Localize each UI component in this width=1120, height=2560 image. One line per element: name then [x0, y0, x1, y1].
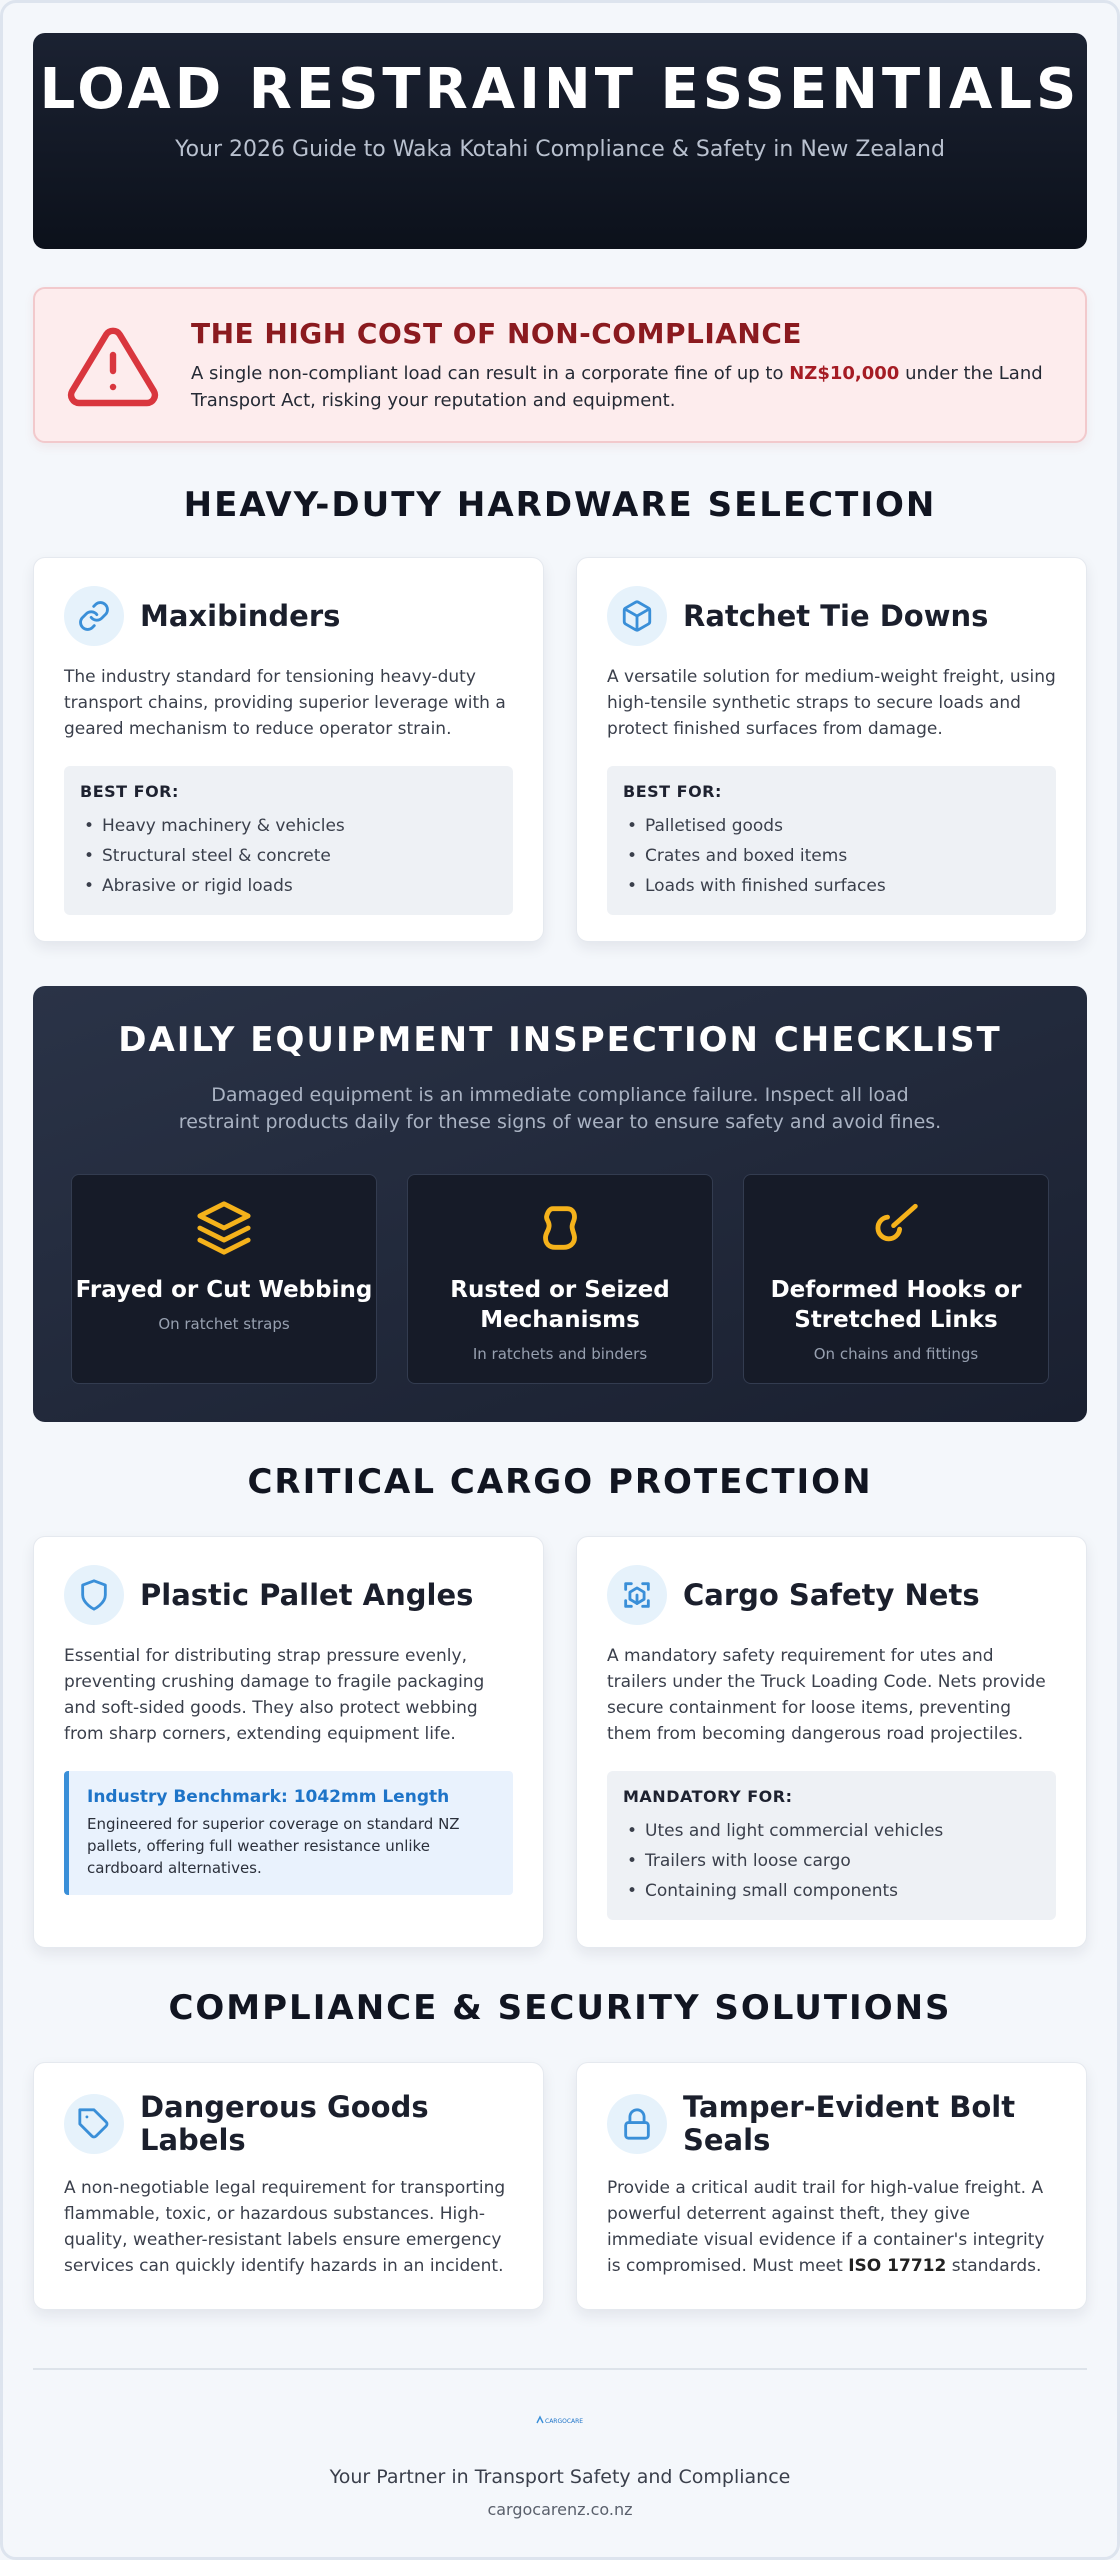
list-item: • Loads with finished surfaces [623, 871, 1040, 901]
card-title: Tamper-Evident Bolt Seals [683, 2090, 1016, 2157]
page-subtitle: Your 2026 Guide to Waka Kotahi Compliance & Safety in New Zealand [175, 137, 945, 162]
card-description: Essential for distributing strap pressure evenly, preventing crushing damage to fragile packaging and soft-sided goods. They also protect webbing from sharp corners, extending equipment life. [64, 1646, 485, 1744]
card-title: Plastic Pallet Angles [140, 1577, 474, 1612]
card-description: A non-negotiable legal requirement for transporting flammable, toxic, or hazardous substances. High-quality, weather-resistant labels ensure emergency services can quickly identify hazards in an incident. [64, 2178, 506, 2276]
link-icon [64, 586, 124, 646]
hardware-section-title: HEAVY-DUTY HARDWARE SELECTION [183, 485, 937, 525]
card-title: Cargo Safety Nets [683, 1577, 980, 1612]
layers-icon [195, 1199, 253, 1257]
best-for-box [607, 766, 1056, 915]
dangerous-goods-card [33, 2062, 544, 2310]
card-header [64, 2091, 513, 2157]
security-section-title: COMPLIANCE & SECURITY SOLUTIONS [168, 1988, 952, 2028]
logo-text: CARGOCARE [545, 2418, 584, 2425]
hero-banner [33, 33, 1087, 249]
inspection-item-webbing [71, 1174, 377, 1384]
hook-icon [867, 1199, 925, 1257]
card-description [607, 2175, 1056, 2279]
desc-text-after: standards. [946, 2256, 1042, 2276]
list-item: • Crates and boxed items [623, 841, 1040, 871]
inspection-item-title: Frayed or Cut Webbing [75, 1277, 373, 1303]
inspection-intro: Damaged equipment is an immediate compliance failure. Inspect all load restraint products daily for these signs of wear to ensure safety and avoid fines. [178, 1084, 942, 1133]
best-for-list [623, 811, 1040, 901]
list-item: • Abrasive or rigid loads [80, 871, 497, 901]
cargo-section-title: CRITICAL CARGO PROTECTION [247, 1462, 873, 1502]
mandatory-for-list [623, 1816, 1040, 1906]
inspection-checklist-panel [33, 986, 1087, 1422]
card-header [607, 586, 1056, 646]
list-item: • Containing small components [623, 1876, 1040, 1906]
card-header [64, 1565, 513, 1625]
list-item: • Trailers with loose cargo [623, 1846, 1040, 1876]
brand-logo [33, 2412, 1087, 2428]
card-title: Maxibinders [140, 598, 341, 633]
non-compliance-alert [33, 287, 1087, 443]
mandatory-for-label: MANDATORY FOR: [623, 1787, 793, 1806]
iso-standard: ISO 17712 [848, 2256, 947, 2276]
list-item: • Palletised goods [623, 811, 1040, 841]
inspection-item-mechanisms [407, 1174, 713, 1384]
hardware-cards [33, 557, 1087, 942]
card-header [64, 586, 513, 646]
lock-icon [607, 2094, 667, 2154]
rust-icon [531, 1199, 589, 1257]
inspection-item-hooks [743, 1174, 1049, 1384]
cube-icon [607, 586, 667, 646]
alert-text [191, 360, 1055, 414]
alert-text-before: A single non-compliant load can result in a corporate fine of up to [191, 363, 790, 384]
best-for-box [64, 766, 513, 915]
list-item: • Structural steel & concrete [80, 841, 497, 871]
fine-amount: NZ$10,000 [789, 363, 900, 384]
pallet-angles-card [33, 1536, 544, 1948]
card-header [607, 1565, 1056, 1625]
bolt-seals-card [576, 2062, 1087, 2310]
cargo-cards [33, 1536, 1087, 1948]
inspection-item-title: Rusted or Seized Mechanisms [450, 1277, 670, 1333]
alert-body [191, 313, 1055, 414]
shield-icon [64, 1565, 124, 1625]
best-for-label: BEST FOR: [623, 782, 722, 801]
alert-text-after: under the Land Transport Act, risking your reputation and equipment. [191, 363, 1043, 411]
best-for-list [80, 811, 497, 901]
footer-divider [33, 2368, 1087, 2370]
card-description: The industry standard for tensioning heavy-duty transport chains, providing superior leverage with a geared mechanism to reduce operator strain. [64, 667, 506, 739]
card-description: A versatile solution for medium-weight freight, using high-tensile synthetic straps to secure loads and protect finished surfaces from damage. [607, 667, 1056, 739]
inspection-item-title: Deformed Hooks or Stretched Links [770, 1277, 1022, 1333]
list-item: • Utes and light commercial vehicles [623, 1816, 1040, 1846]
security-cards [33, 2062, 1087, 2310]
maxibinders-card [33, 557, 544, 942]
card-title: Dangerous Goods Labels [140, 2090, 429, 2157]
list-item: • Heavy machinery & vehicles [80, 811, 497, 841]
alert-title: THE HIGH COST OF NON-COMPLIANCE [191, 317, 803, 350]
inspection-title: DAILY EQUIPMENT INSPECTION CHECKLIST [118, 1020, 1002, 1060]
inspection-item-sub: On chains and fittings [813, 1345, 979, 1363]
footer-tagline: Your Partner in Transport Safety and Compliance [329, 2466, 791, 2488]
net-icon [607, 1565, 667, 1625]
inspection-items [71, 1174, 1049, 1384]
page-title: LOAD RESTRAINT ESSENTIALS [39, 57, 1081, 122]
cargo-nets-card [576, 1536, 1087, 1948]
benchmark-callout [64, 1771, 513, 1895]
logo-mark-icon [535, 2414, 585, 2426]
tag-icon [64, 2094, 124, 2154]
mandatory-for-box [607, 1771, 1056, 1920]
best-for-label: BEST FOR: [80, 782, 179, 801]
card-title: Ratchet Tie Downs [683, 598, 989, 633]
warning-triangle-icon [65, 319, 161, 415]
benchmark-text: Engineered for superior coverage on standard NZ pallets, offering full weather resistance unlike cardboard alternatives. [87, 1815, 460, 1877]
inspection-item-sub: In ratchets and binders [472, 1345, 648, 1363]
footer-url[interactable]: cargocarenz.co.nz [487, 2500, 633, 2519]
inspection-item-sub: On ratchet straps [158, 1315, 290, 1333]
desc-text-before: Provide a critical audit trail for high-value freight. A powerful deterrent against theft, they give immediate visual evidence if a container's integrity is compromised. Must meet [607, 2178, 1045, 2276]
card-description: A mandatory safety requirement for utes and trailers under the Truck Loading Code. Nets provide secure containment for loose items, preventing them from becoming dangerous road projectiles. [607, 1646, 1046, 1744]
card-header [607, 2091, 1056, 2157]
benchmark-title: Industry Benchmark: 1042mm Length [87, 1787, 450, 1807]
footer [33, 2412, 1087, 2519]
ratchet-tie-downs-card [576, 557, 1087, 942]
